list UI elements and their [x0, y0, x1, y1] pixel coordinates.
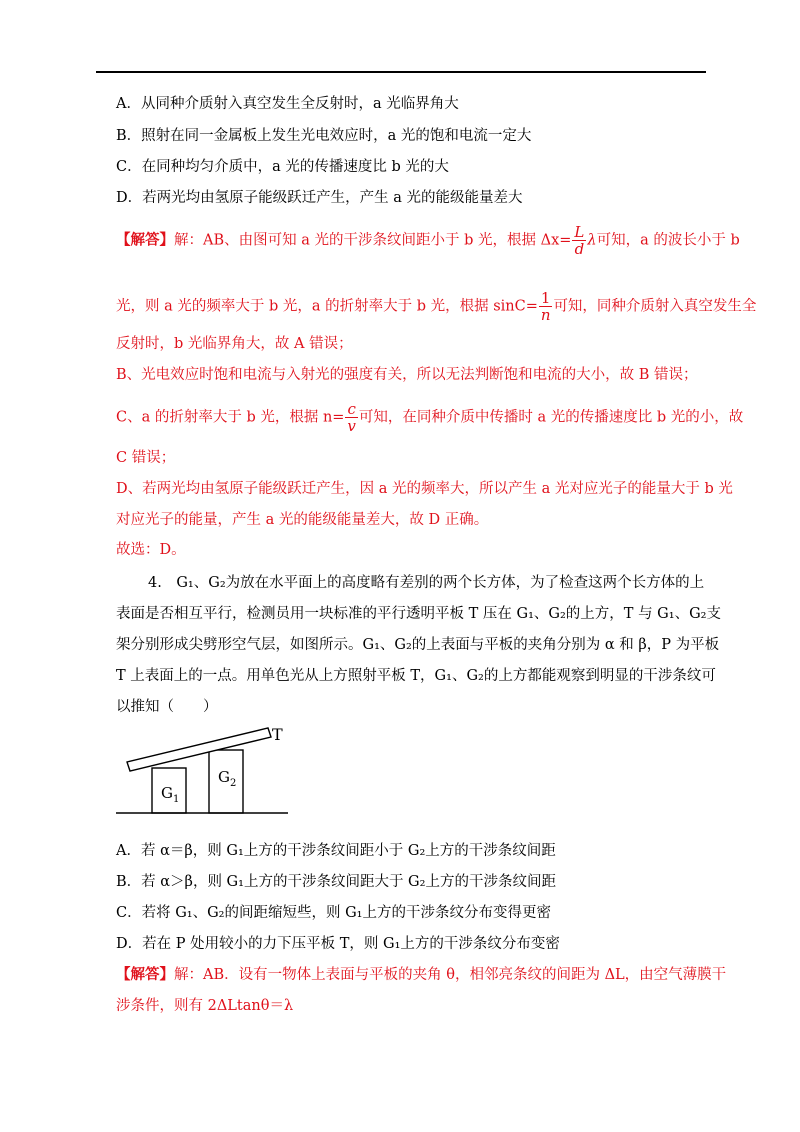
q3-option-c: C．在同种均匀介质中，a 光的传播速度比 b 光的大 [116, 159, 449, 175]
fraction-1-over-n [539, 290, 553, 323]
answer-tag: 【解答】 [116, 966, 174, 983]
fraction-denominator: d [574, 240, 585, 258]
plate-t [127, 728, 271, 771]
answer-text: C、a 的折射率大于 b 光，根据 n= [116, 409, 345, 426]
q4-option-d: D．若在 P 处用较小的力下压平板 T，则 G₁上方的干涉条纹分布变密 [116, 936, 560, 952]
q3-answer-line-3: 反射时，b 光临界角大，故 A 错误； [116, 336, 353, 352]
q3-option-b: B．照射在同一金属板上发生光电效应时，a 光的饱和电流一定大 [116, 128, 532, 144]
q3-answer-line-4: B、光电效应时饱和电流与入射光的强度有关，所以无法判断饱和电流的大小，故 B 错误； [116, 367, 698, 383]
q4-stem-line-4: T 上表面上的一点。用单色光从上方照射平板 T，G₁、G₂的上方都能观察到明显的干涉条纹可 [116, 668, 716, 684]
q4-answer-line-2: 涉条件，则有 2ΔLtanθ＝λ [116, 998, 294, 1014]
q3-answer-line-7: D、若两光均由氢原子能级跃迁产生，因 a 光的频率大，所以产生 a 光对应光子的能量大于 b 光 [116, 481, 733, 497]
q4-option-c: C．若将 G₁、G₂的间距缩短些，则 G₁上方的干涉条纹分布变得更密 [116, 905, 551, 921]
label-g2: $G_2$ [218, 768, 237, 789]
lambda-symbol: λ [587, 232, 597, 249]
q3-answer-line-2 [116, 290, 756, 323]
q4-stem-line-5: 以推知（ ） [116, 699, 218, 715]
fraction-numerator: L [574, 223, 585, 241]
fraction-denominator: n [540, 306, 551, 324]
wedge-figure [116, 718, 291, 818]
q4-stem-line-3: 架分别形成尖劈形空气层，如图所示。G₁、G₂的上表面与平板的夹角分别为 α 和 β，P 为平板 [116, 637, 720, 653]
q3-answer-line-9: 故选：D。 [116, 542, 186, 558]
q3-answer-line-6: C 错误； [116, 450, 176, 466]
q4-option-a: A．若 α＝β，则 G₁上方的干涉条纹间距小于 G₂上方的干涉条纹间距 [116, 843, 556, 859]
q3-option-a: A．从同种介质射入真空发生全反射时，a 光临界角大 [116, 96, 459, 112]
answer-text: 可知，a 的波长小于 b [596, 232, 740, 249]
q3-option-d: D．若两光均由氢原子能级跃迁产生，产生 a 光的能级能量差大 [116, 190, 523, 206]
q3-answer-line-1 [116, 224, 740, 257]
q4-stem-line-1: 4. G₁、G₂为放在水平面上的高度略有差别的两个长方体，为了检查这两个长方体的上 [148, 575, 705, 591]
label-g1: $G_1$ [161, 784, 180, 805]
fraction-denominator: v [347, 417, 356, 435]
q4-answer-line-1 [116, 965, 726, 985]
fraction-numerator: c [347, 400, 356, 418]
header-rule [96, 71, 706, 73]
answer-text: 光，则 a 光的频率大于 b 光，a 的折射率大于 b 光，根据 sinC= [116, 298, 538, 315]
answer-text: 解：AB、由图可知 a 光的干涉条纹间距小于 b 光，根据 Δx= [174, 232, 572, 249]
fraction-numerator: 1 [540, 289, 551, 307]
answer-text: 解：AB．设有一物体上表面与平板的夹角 θ，相邻亮条纹的间距为 ΔL，由空气薄膜干 [174, 967, 727, 983]
answer-text: 可知，在同种介质中传播时 a 光的传播速度比 b 光的小，故 [358, 409, 744, 426]
label-t: T [272, 725, 283, 744]
answer-text: 可知，同种介质射入真空发生全 [553, 298, 757, 315]
q3-answer-line-5 [116, 401, 743, 434]
answer-tag: 【解答】 [116, 231, 174, 249]
q4-option-b: B．若 α＞β，则 G₁上方的干涉条纹间距大于 G₂上方的干涉条纹间距 [116, 874, 556, 890]
q3-answer-line-8: 对应光子的能量，产生 a 光的能级能量差大，故 D 正确。 [116, 512, 489, 528]
q4-stem-line-2: 表面是否相互平行，检测员用一块标准的平行透明平板 T 压在 G₁、G₂的上方，T 与 G₁、G₂支 [116, 606, 721, 622]
fraction-c-over-v [345, 401, 357, 434]
fraction-l-over-d [572, 224, 586, 257]
